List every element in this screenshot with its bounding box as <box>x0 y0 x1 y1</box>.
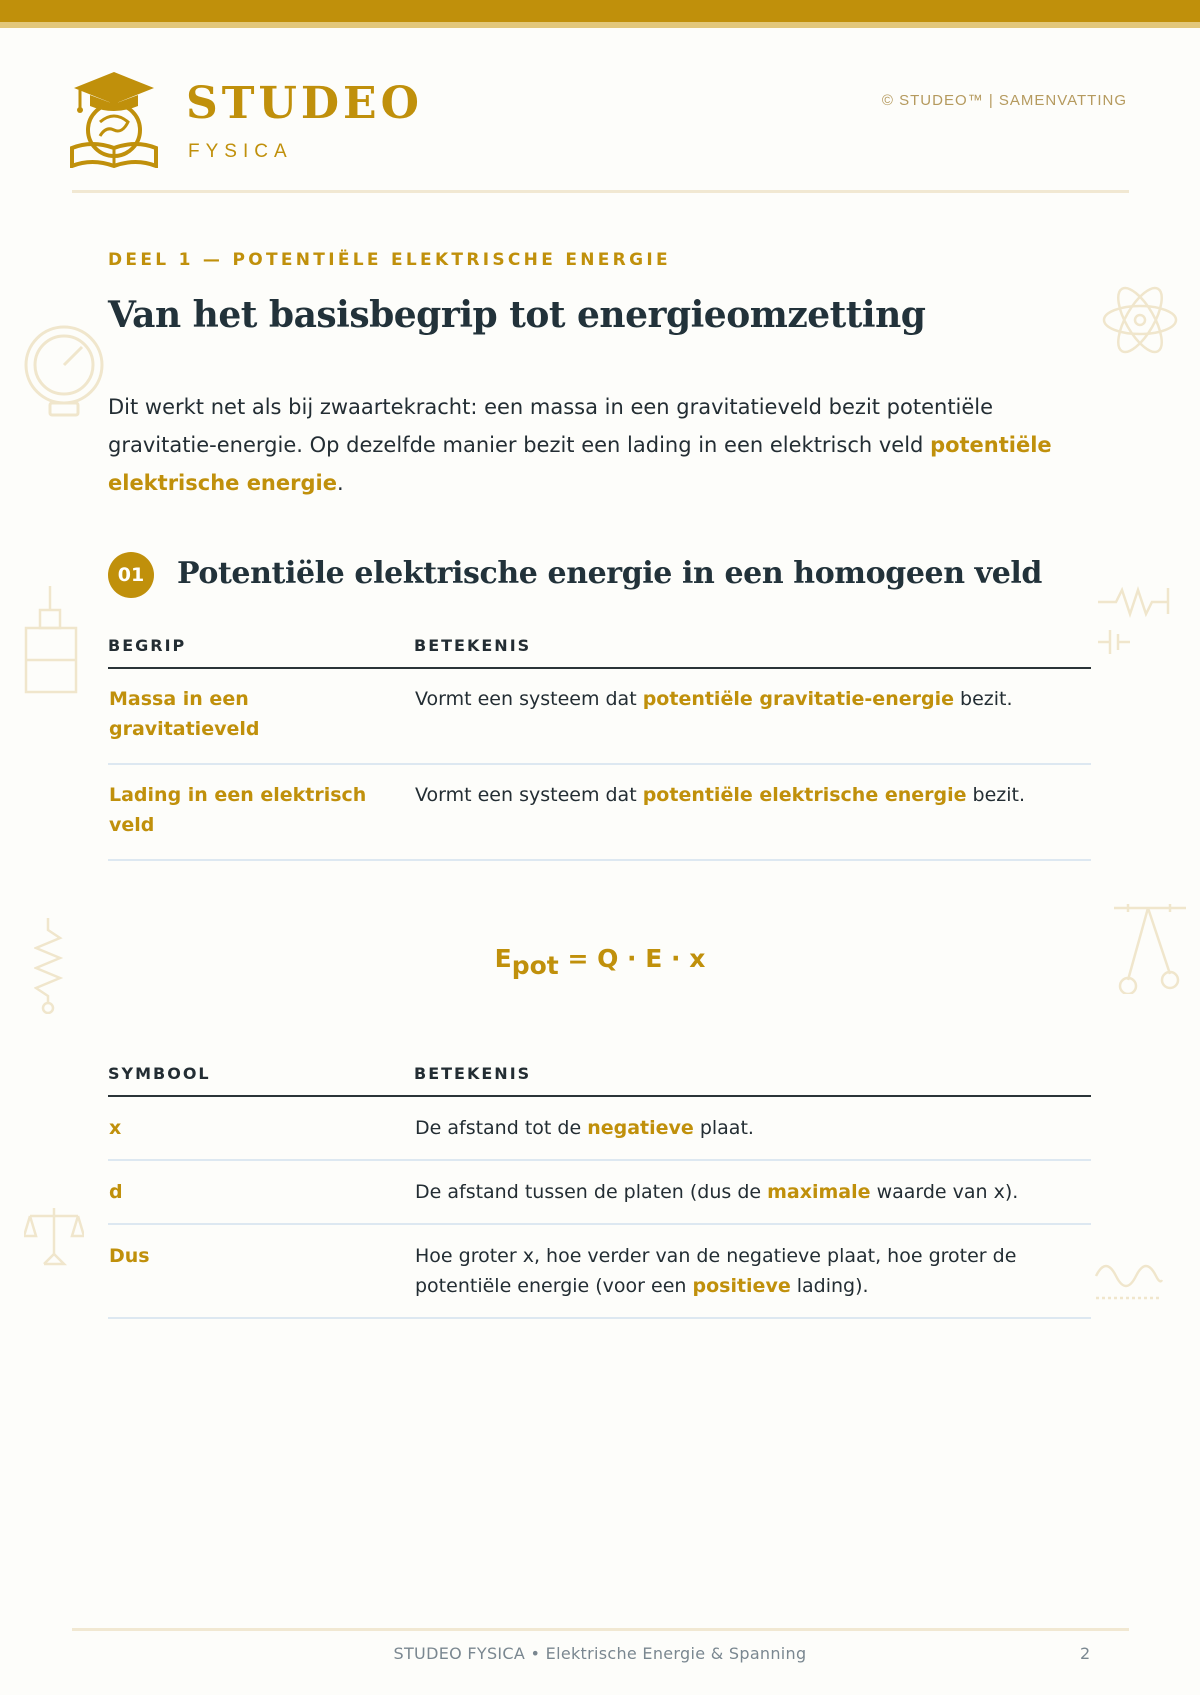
meaning-cell <box>414 1160 1091 1224</box>
column-header: BETEKENIS <box>414 636 1091 668</box>
gauge-icon <box>22 325 106 417</box>
section-title: Potentiële elektrische energie in een homogeen veld <box>177 556 1042 591</box>
meaning-text: Vormt een systeem dat <box>415 688 643 710</box>
formula-base: E <box>494 944 512 973</box>
formula-subscript: pot <box>511 951 559 980</box>
top-accent-stripe <box>0 22 1200 28</box>
meaning-cell <box>414 764 1091 860</box>
meaning-text: plaat. <box>693 1117 754 1139</box>
concept-table <box>108 636 1091 861</box>
table-row <box>108 1224 1091 1318</box>
brand-name: STUDEO <box>186 78 423 129</box>
formula <box>0 944 1200 980</box>
battery-icon <box>24 586 80 696</box>
meaning-text: bezit. <box>953 688 1013 710</box>
formula-rest: = Q · E · x <box>558 944 706 973</box>
copyright-label: © STUDEO™ | SAMENVATTING <box>881 92 1127 109</box>
meaning-highlight: positieve <box>692 1275 791 1297</box>
section-eyebrow: DEEL 1 — POTENTIËLE ELEKTRISCHE ENERGIE <box>108 250 671 270</box>
intro-highlight: potentiële elektrische energie <box>108 433 1052 495</box>
table-row <box>108 1160 1091 1224</box>
page-number: 2 <box>1080 1644 1091 1663</box>
footer-divider <box>72 1628 1129 1631</box>
symbol-table <box>108 1064 1091 1319</box>
studeo-logo-icon <box>70 70 158 168</box>
meaning-text: bezit. <box>966 784 1026 806</box>
meaning-text: De afstand tot de <box>415 1117 588 1139</box>
table-header-row <box>108 636 1091 668</box>
meaning-highlight: maximale <box>767 1181 871 1203</box>
circuit-icon <box>1096 584 1172 654</box>
meaning-cell <box>414 1096 1091 1160</box>
meaning-cell <box>414 1224 1091 1318</box>
footer-text: STUDEO FYSICA • Elektrische Energie & Spanning <box>393 1644 807 1663</box>
table-row <box>108 668 1091 764</box>
meaning-text: De afstand tussen de platen (dus de <box>415 1181 768 1203</box>
wave-icon <box>1094 1254 1164 1300</box>
meaning-highlight: negatieve <box>587 1117 694 1139</box>
section-number-badge: 01 <box>108 552 154 598</box>
term-cell: Massa in een gravitatieveld <box>108 668 414 764</box>
meaning-text: waarde van x). <box>870 1181 1019 1203</box>
brand-subject: FYSICA <box>188 141 293 162</box>
intro-text: Dit werkt net als bij zwaartekracht: een massa in een gravitatieveld bezit potentiële gravitatie-energie. Op dezelfde manier bezit een lading in een elektrisch veld <box>108 395 994 457</box>
column-header: BEGRIP <box>108 636 414 668</box>
atom-icon <box>1100 284 1180 356</box>
meaning-text: Hoe groter x, hoe verder van de negatieve plaat, hoe groter de potentiële energie (voor een <box>415 1245 1017 1297</box>
meaning-cell <box>414 668 1091 764</box>
intro-paragraph <box>108 388 1108 502</box>
meaning-highlight: potentiële elektrische energie <box>642 784 967 806</box>
column-header: BETEKENIS <box>414 1064 1091 1096</box>
header-divider <box>72 190 1129 193</box>
intro-end: . <box>336 471 344 495</box>
symbol-cell: Dus <box>108 1224 414 1318</box>
scale-icon <box>24 1206 84 1266</box>
meaning-text: Vormt een systeem dat <box>415 784 643 806</box>
symbol-cell: d <box>108 1160 414 1224</box>
term-cell: Lading in een elektrisch veld <box>108 764 414 860</box>
meaning-text: lading). <box>790 1275 869 1297</box>
symbol-cell: x <box>108 1096 414 1160</box>
table-row <box>108 764 1091 860</box>
table-header-row <box>108 1064 1091 1096</box>
meaning-highlight: potentiële gravitatie-energie <box>642 688 954 710</box>
page-title: Van het basisbegrip tot energieomzetting <box>108 294 926 336</box>
column-header: SYMBOOL <box>108 1064 414 1096</box>
table-row <box>108 1096 1091 1160</box>
top-accent-bar <box>0 0 1200 22</box>
